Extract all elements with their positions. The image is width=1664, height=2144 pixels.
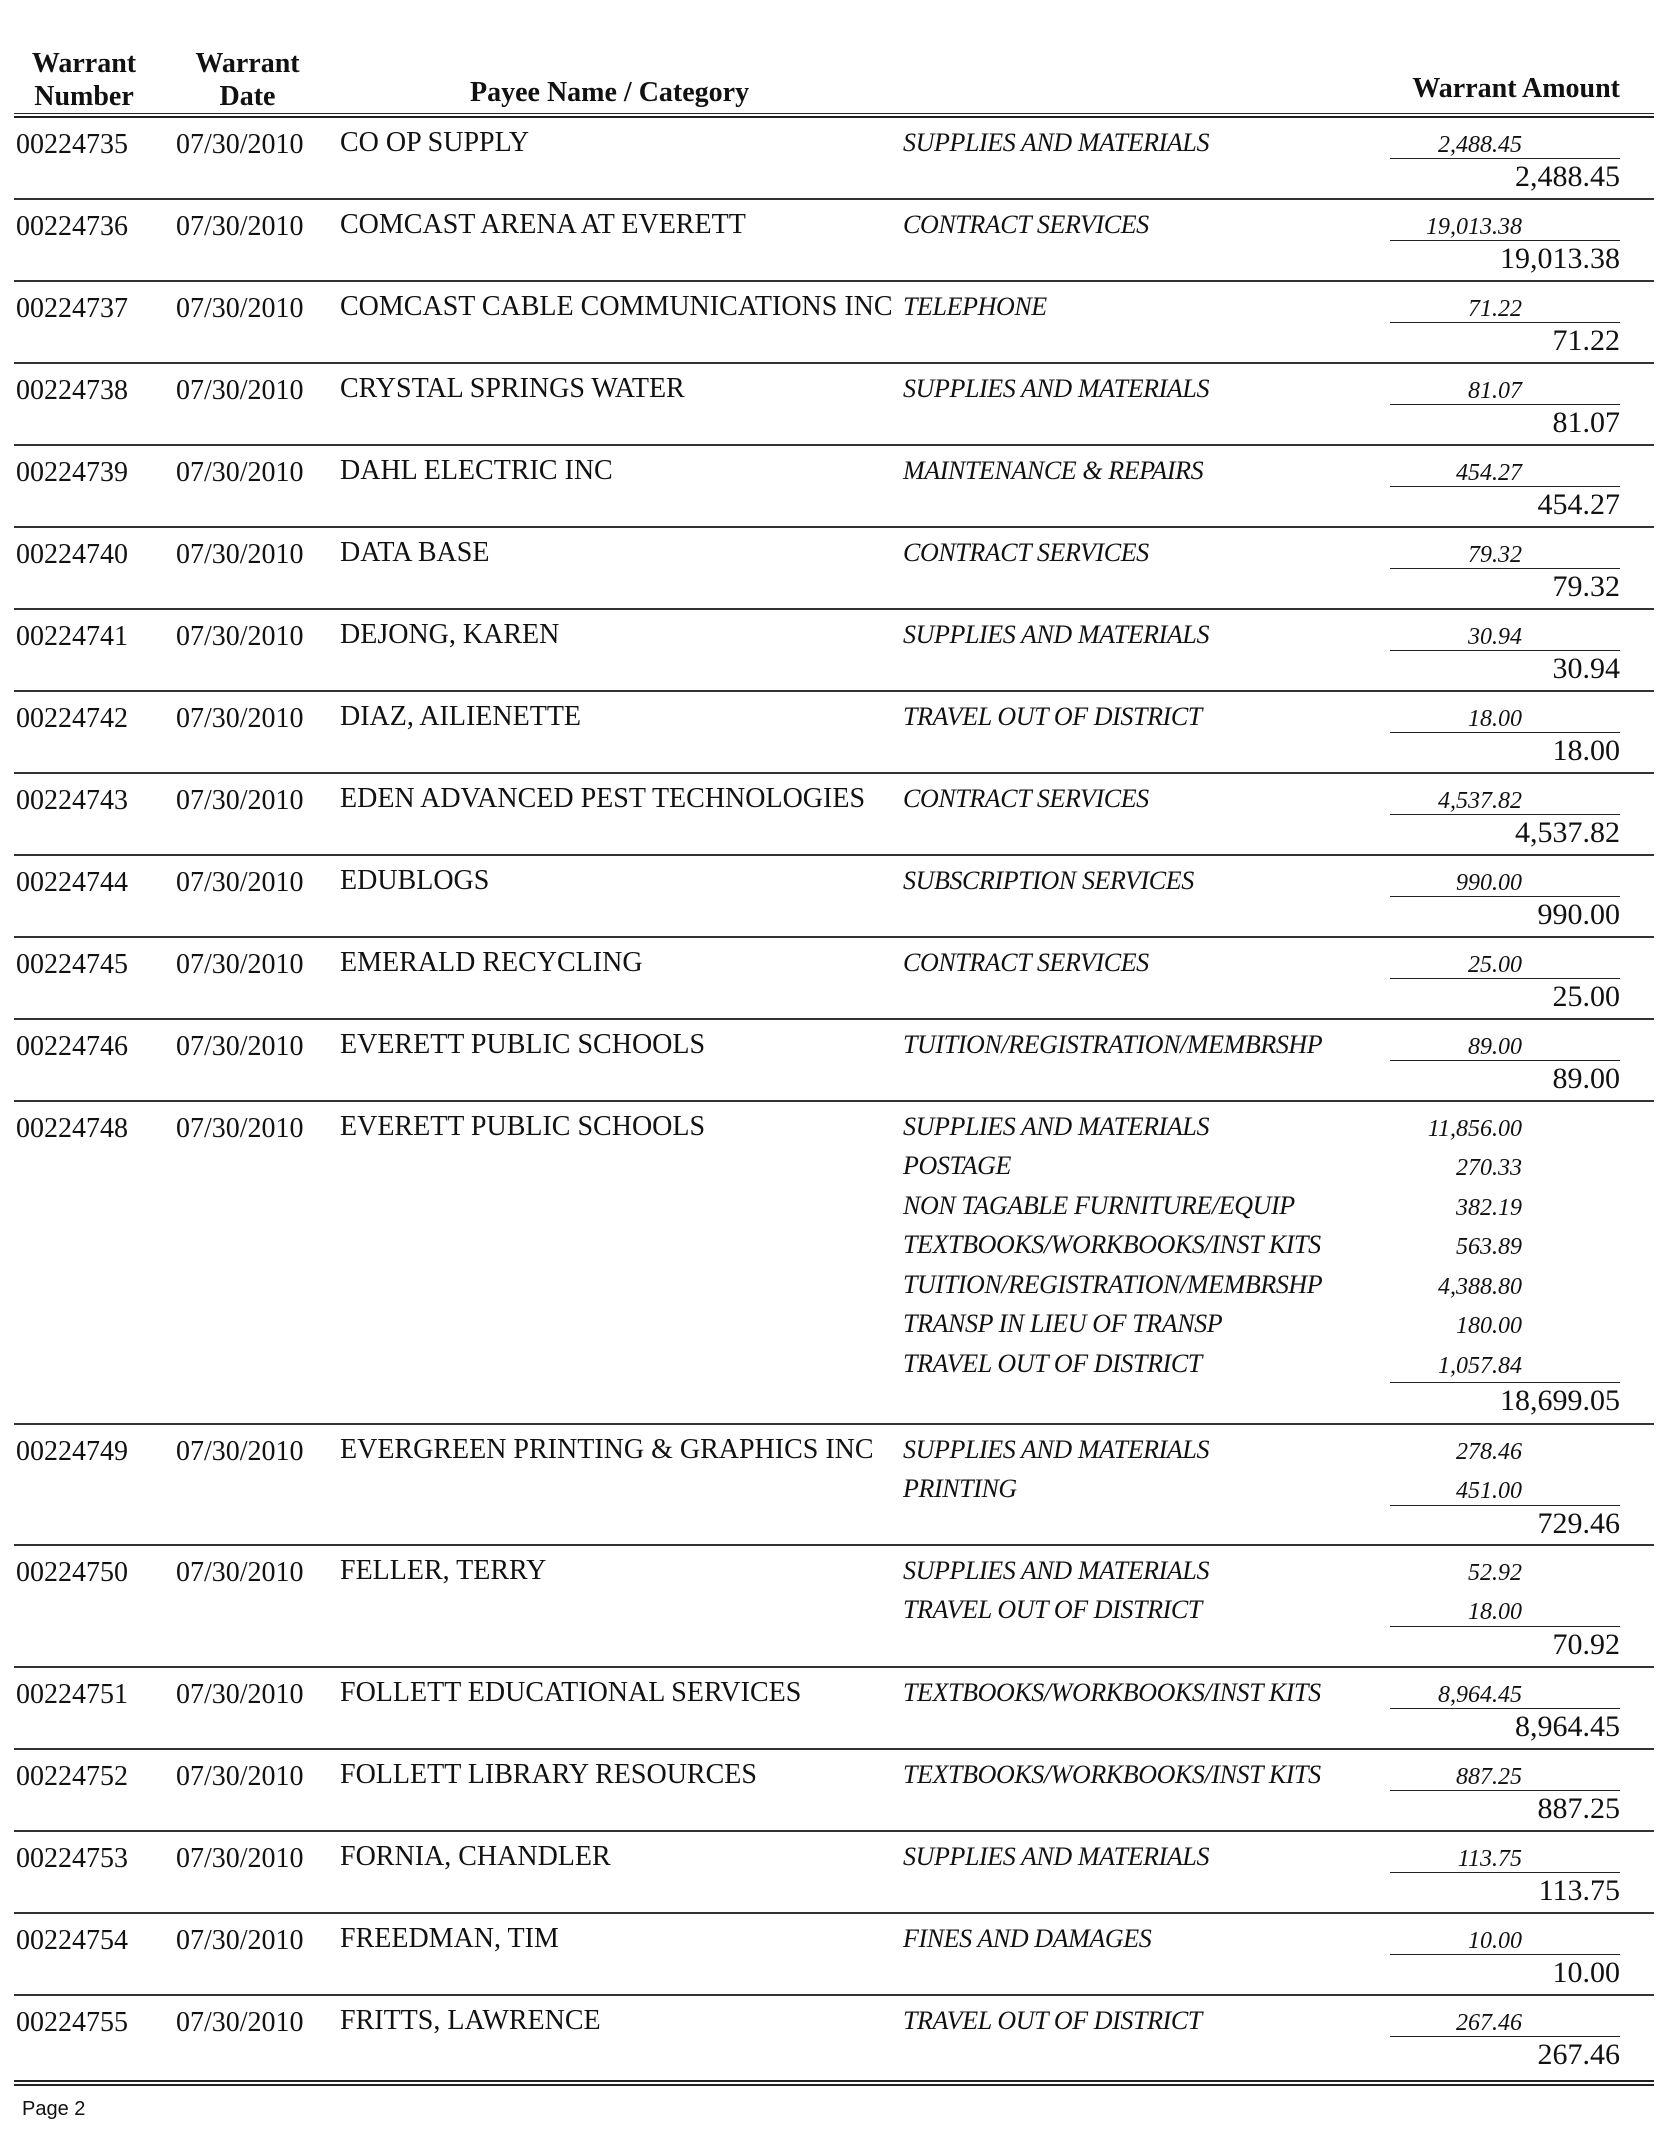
payee-name: COMCAST CABLE COMMUNICATIONS INC bbox=[340, 291, 893, 322]
header-warrant-amount: Warrant Amount bbox=[1412, 73, 1620, 104]
warrant-date: 07/30/2010 bbox=[176, 1843, 304, 1874]
line-amount: 990.00 bbox=[1456, 870, 1522, 896]
row-separator bbox=[14, 362, 1654, 364]
row-separator bbox=[14, 444, 1654, 446]
warrant-number: 00224742 bbox=[16, 703, 128, 734]
category-label: SUBSCRIPTION SERVICES bbox=[903, 866, 1194, 895]
warrant-number: 00224753 bbox=[16, 1843, 128, 1874]
header-rule bbox=[14, 113, 1654, 118]
line-amount: 89.00 bbox=[1468, 1034, 1522, 1060]
row-separator bbox=[14, 198, 1654, 200]
line-amount: 563.89 bbox=[1456, 1234, 1522, 1260]
warrant-number: 00224750 bbox=[16, 1557, 128, 1588]
payee-name: FOLLETT EDUCATIONAL SERVICES bbox=[340, 1677, 802, 1708]
subtotal-underline bbox=[1390, 650, 1620, 651]
category-label: TUITION/REGISTRATION/MEMBRSHP bbox=[903, 1270, 1323, 1299]
warrant-total: 2,488.45 bbox=[1515, 160, 1620, 193]
header-payee-category: Payee Name / Category bbox=[470, 77, 750, 108]
header-warrant-number: Warrant Number bbox=[31, 48, 137, 112]
category-label: SUPPLIES AND MATERIALS bbox=[903, 1556, 1210, 1585]
subtotal-underline bbox=[1390, 1708, 1620, 1709]
line-amount: 30.94 bbox=[1468, 624, 1522, 650]
line-amount: 8,964.45 bbox=[1438, 1682, 1522, 1708]
category-label: TEXTBOOKS/WORKBOOKS/INST KITS bbox=[903, 1230, 1321, 1259]
line-amount: 19,013.38 bbox=[1426, 214, 1522, 240]
payee-name: EVERGREEN PRINTING & GRAPHICS INC bbox=[340, 1434, 874, 1465]
warrant-total: 70.92 bbox=[1552, 1628, 1620, 1661]
subtotal-underline bbox=[1390, 2036, 1620, 2037]
subtotal-underline bbox=[1390, 896, 1620, 897]
row-separator bbox=[14, 608, 1654, 610]
warrant-date: 07/30/2010 bbox=[176, 1031, 304, 1062]
row-separator bbox=[14, 1423, 1654, 1425]
category-label: CONTRACT SERVICES bbox=[903, 538, 1149, 567]
line-amount: 10.00 bbox=[1468, 1928, 1522, 1954]
subtotal-underline bbox=[1390, 1872, 1620, 1873]
row-separator bbox=[14, 1912, 1654, 1914]
warrant-total: 30.94 bbox=[1552, 652, 1620, 685]
category-label: TRAVEL OUT OF DISTRICT bbox=[903, 1349, 1202, 1378]
warrant-date: 07/30/2010 bbox=[176, 129, 304, 160]
line-amount: 267.46 bbox=[1456, 2010, 1522, 2036]
warrant-number: 00224739 bbox=[16, 457, 128, 488]
warrant-date: 07/30/2010 bbox=[176, 867, 304, 898]
subtotal-underline bbox=[1390, 322, 1620, 323]
subtotal-underline bbox=[1390, 1626, 1620, 1627]
line-amount: 180.00 bbox=[1456, 1313, 1522, 1339]
subtotal-underline bbox=[1390, 158, 1620, 159]
row-separator bbox=[14, 772, 1654, 774]
category-label: TUITION/REGISTRATION/MEMBRSHP bbox=[903, 1030, 1323, 1059]
line-amount: 52.92 bbox=[1468, 1560, 1522, 1586]
warrant-number: 00224751 bbox=[16, 1679, 128, 1710]
line-amount: 4,537.82 bbox=[1438, 788, 1522, 814]
line-amount: 11,856.00 bbox=[1427, 1116, 1522, 1142]
line-amount: 4,388.80 bbox=[1438, 1274, 1522, 1300]
row-separator bbox=[14, 854, 1654, 856]
payee-name: EVERETT PUBLIC SCHOOLS bbox=[340, 1029, 706, 1060]
payee-name: EDUBLOGS bbox=[340, 865, 490, 896]
category-label: CONTRACT SERVICES bbox=[903, 784, 1149, 813]
line-amount: 25.00 bbox=[1468, 952, 1522, 978]
warrant-total: 25.00 bbox=[1552, 980, 1620, 1013]
warrant-total: 18.00 bbox=[1552, 734, 1620, 767]
warrant-date: 07/30/2010 bbox=[176, 293, 304, 324]
warrant-total: 113.75 bbox=[1538, 1874, 1620, 1907]
warrant-total: 4,537.82 bbox=[1515, 816, 1620, 849]
row-separator bbox=[14, 936, 1654, 938]
row-separator bbox=[14, 1666, 1654, 1668]
category-label: SUPPLIES AND MATERIALS bbox=[903, 1435, 1210, 1464]
line-amount: 79.32 bbox=[1468, 542, 1522, 568]
warrant-total: 18,699.05 bbox=[1500, 1384, 1620, 1417]
payee-name: FOLLETT LIBRARY RESOURCES bbox=[340, 1759, 757, 1790]
warrant-date: 07/30/2010 bbox=[176, 2007, 304, 2038]
row-separator bbox=[14, 526, 1654, 528]
payee-name: CO OP SUPPLY bbox=[340, 127, 530, 158]
warrant-number: 00224749 bbox=[16, 1436, 128, 1467]
category-label: TEXTBOOKS/WORKBOOKS/INST KITS bbox=[903, 1678, 1321, 1707]
row-separator bbox=[14, 1830, 1654, 1832]
line-amount: 18.00 bbox=[1468, 1599, 1522, 1625]
subtotal-underline bbox=[1390, 1505, 1620, 1506]
category-label: SUPPLIES AND MATERIALS bbox=[903, 374, 1210, 403]
row-separator bbox=[14, 690, 1654, 692]
warrant-date: 07/30/2010 bbox=[176, 539, 304, 570]
warrant-number: 00224738 bbox=[16, 375, 128, 406]
category-label: MAINTENANCE & REPAIRS bbox=[903, 456, 1204, 485]
payee-name: FREEDMAN, TIM bbox=[340, 1923, 559, 1954]
subtotal-underline bbox=[1390, 568, 1620, 569]
line-amount: 382.19 bbox=[1456, 1195, 1522, 1221]
warrant-number: 00224755 bbox=[16, 2007, 128, 2038]
warrant-total: 79.32 bbox=[1552, 570, 1620, 603]
category-label: TRAVEL OUT OF DISTRICT bbox=[903, 702, 1202, 731]
category-label: CONTRACT SERVICES bbox=[903, 210, 1149, 239]
line-amount: 18.00 bbox=[1468, 706, 1522, 732]
row-separator bbox=[14, 1994, 1654, 1996]
line-amount: 887.25 bbox=[1456, 1764, 1522, 1790]
payee-name: DATA BASE bbox=[340, 537, 490, 568]
line-amount: 71.22 bbox=[1468, 296, 1522, 322]
warrant-total: 454.27 bbox=[1537, 488, 1620, 521]
category-label: SUPPLIES AND MATERIALS bbox=[903, 1112, 1210, 1141]
warrant-date: 07/30/2010 bbox=[176, 1925, 304, 1956]
row-separator bbox=[14, 1544, 1654, 1546]
category-label: SUPPLIES AND MATERIALS bbox=[903, 1842, 1210, 1871]
warrant-date: 07/30/2010 bbox=[176, 621, 304, 652]
category-label: SUPPLIES AND MATERIALS bbox=[903, 620, 1210, 649]
warrant-total: 81.07 bbox=[1552, 406, 1620, 439]
warrant-total: 729.46 bbox=[1537, 1507, 1620, 1540]
subtotal-underline bbox=[1390, 732, 1620, 733]
payee-name: EMERALD RECYCLING bbox=[340, 947, 643, 978]
line-amount: 270.33 bbox=[1456, 1155, 1522, 1181]
warrant-date: 07/30/2010 bbox=[176, 949, 304, 980]
payee-name: FORNIA, CHANDLER bbox=[340, 1841, 611, 1872]
warrant-date: 07/30/2010 bbox=[176, 1679, 304, 1710]
payee-name: DAHL ELECTRIC INC bbox=[340, 455, 613, 486]
line-amount: 81.07 bbox=[1468, 378, 1522, 404]
warrant-number: 00224746 bbox=[16, 1031, 128, 1062]
row-separator bbox=[14, 280, 1654, 282]
warrant-date: 07/30/2010 bbox=[176, 1557, 304, 1588]
line-amount: 451.00 bbox=[1456, 1478, 1522, 1504]
warrant-number: 00224737 bbox=[16, 293, 128, 324]
warrant-total: 10.00 bbox=[1552, 1956, 1620, 1989]
payee-name: COMCAST ARENA AT EVERETT bbox=[340, 209, 746, 240]
category-label: TRAVEL OUT OF DISTRICT bbox=[903, 2006, 1202, 2035]
warrant-number: 00224748 bbox=[16, 1113, 128, 1144]
warrant-total: 887.25 bbox=[1537, 1792, 1620, 1825]
subtotal-underline bbox=[1390, 404, 1620, 405]
line-amount: 454.27 bbox=[1456, 460, 1522, 486]
category-label: PRINTING bbox=[903, 1474, 1017, 1503]
payee-name: EDEN ADVANCED PEST TECHNOLOGIES bbox=[340, 783, 866, 814]
warrant-number: 00224743 bbox=[16, 785, 128, 816]
warrant-date: 07/30/2010 bbox=[176, 375, 304, 406]
page-number: Page 2 bbox=[22, 2098, 86, 2120]
warrant-total: 19,013.38 bbox=[1500, 242, 1620, 275]
line-amount: 113.75 bbox=[1457, 1846, 1522, 1872]
warrant-number: 00224741 bbox=[16, 621, 128, 652]
warrant-date: 07/30/2010 bbox=[176, 457, 304, 488]
warrant-date: 07/30/2010 bbox=[176, 1436, 304, 1467]
line-amount: 1,057.84 bbox=[1438, 1353, 1522, 1379]
warrant-date: 07/30/2010 bbox=[176, 703, 304, 734]
category-label: NON TAGABLE FURNITURE/EQUIP bbox=[903, 1191, 1295, 1220]
payee-name: EVERETT PUBLIC SCHOOLS bbox=[340, 1111, 706, 1142]
warrant-number: 00224745 bbox=[16, 949, 128, 980]
warrant-date: 07/30/2010 bbox=[176, 785, 304, 816]
warrant-number: 00224744 bbox=[16, 867, 128, 898]
bottom-rule bbox=[14, 2080, 1654, 2086]
subtotal-underline bbox=[1390, 1060, 1620, 1061]
warrant-number: 00224752 bbox=[16, 1761, 128, 1792]
warrant-total: 267.46 bbox=[1537, 2038, 1620, 2071]
subtotal-underline bbox=[1390, 486, 1620, 487]
payee-name: DEJONG, KAREN bbox=[340, 619, 560, 650]
payee-name: CRYSTAL SPRINGS WATER bbox=[340, 373, 685, 404]
warrant-number: 00224736 bbox=[16, 211, 128, 242]
subtotal-underline bbox=[1390, 1382, 1620, 1383]
warrant-number: 00224735 bbox=[16, 129, 128, 160]
warrant-total: 89.00 bbox=[1552, 1062, 1620, 1095]
subtotal-underline bbox=[1390, 1790, 1620, 1791]
warrant-number: 00224754 bbox=[16, 1925, 128, 1956]
category-label: TRANSP IN LIEU OF TRANSP bbox=[903, 1309, 1223, 1338]
category-label: TRAVEL OUT OF DISTRICT bbox=[903, 1595, 1202, 1624]
subtotal-underline bbox=[1390, 978, 1620, 979]
subtotal-underline bbox=[1390, 1954, 1620, 1955]
warrant-date: 07/30/2010 bbox=[176, 1761, 304, 1792]
category-label: FINES AND DAMAGES bbox=[903, 1924, 1152, 1953]
category-label: SUPPLIES AND MATERIALS bbox=[903, 128, 1210, 157]
payee-name: FRITTS, LAWRENCE bbox=[340, 2005, 601, 2036]
line-amount: 2,488.45 bbox=[1438, 132, 1522, 158]
warrant-date: 07/30/2010 bbox=[176, 211, 304, 242]
header-warrant-date: Warrant Date bbox=[195, 48, 300, 112]
warrant-date: 07/30/2010 bbox=[176, 1113, 304, 1144]
row-separator bbox=[14, 1100, 1654, 1102]
subtotal-underline bbox=[1390, 814, 1620, 815]
warrant-total: 990.00 bbox=[1537, 898, 1620, 931]
category-label: POSTAGE bbox=[903, 1151, 1011, 1180]
payee-name: FELLER, TERRY bbox=[340, 1555, 547, 1586]
subtotal-underline bbox=[1390, 240, 1620, 241]
row-separator bbox=[14, 1018, 1654, 1020]
row-separator bbox=[14, 1748, 1654, 1750]
warrant-total: 71.22 bbox=[1552, 324, 1620, 357]
warrant-total: 8,964.45 bbox=[1515, 1710, 1620, 1743]
category-label: TEXTBOOKS/WORKBOOKS/INST KITS bbox=[903, 1760, 1321, 1789]
line-amount: 278.46 bbox=[1456, 1439, 1522, 1465]
payee-name: DIAZ, AILIENETTE bbox=[340, 701, 582, 732]
warrant-number: 00224740 bbox=[16, 539, 128, 570]
category-label: CONTRACT SERVICES bbox=[903, 948, 1149, 977]
category-label: TELEPHONE bbox=[903, 292, 1047, 321]
